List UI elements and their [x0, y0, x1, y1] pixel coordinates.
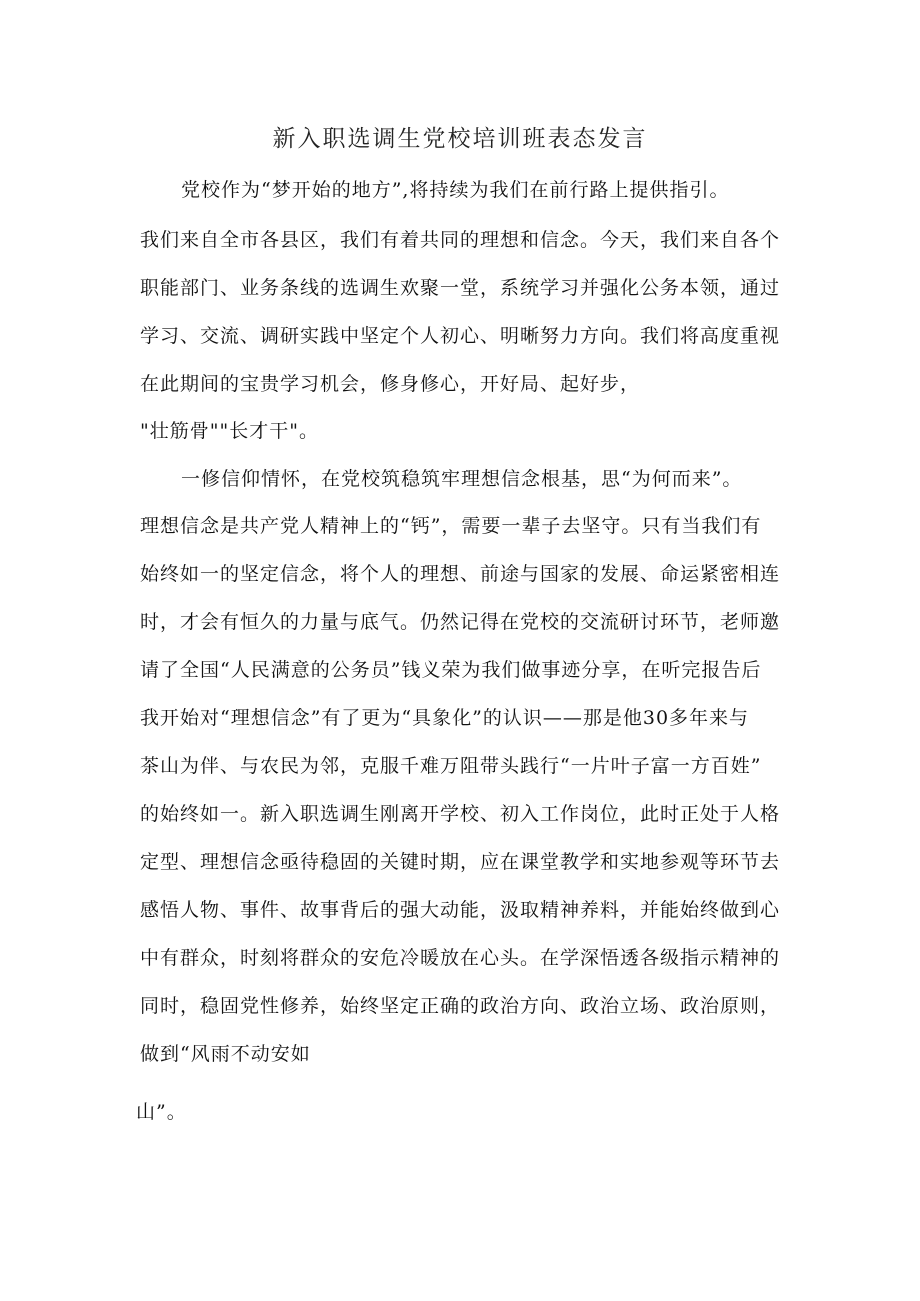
paragraph-line: 一修信仰情怀，在党校筑稳筑牢理想信念根基，思“为何而来”。: [181, 468, 743, 490]
paragraph-line: 同时，稳固党性修养，始终坚定正确的政治方向、政治立场、政治原则，: [140, 995, 781, 1017]
paragraph-line: 职能部门、业务条线的选调生欢聚一堂，系统学习并强化公务本领，通过: [140, 277, 781, 299]
paragraph-line: 始终如一的坚定信念，将个人的理想、前途与国家的发展、命运紧密相连: [140, 563, 781, 585]
paragraph-line: "壮筋骨""长才干"。: [140, 420, 319, 442]
paragraph-line: 我开始对“理想信念”有了更为“具象化”的认识——那是他30多年来与: [140, 707, 750, 729]
paragraph-line: 党校作为“梦开始的地方”,将持续为我们在前行路上提供指引。: [181, 179, 730, 201]
paragraph-line: 理想信念是共产党人精神上的“钙”，需要一辈子去坚守。只有当我们有: [140, 515, 762, 537]
paragraph-line: 感悟人物、事件、故事背后的强大动能，汲取精神养料，并能始终做到心: [140, 899, 781, 921]
document-title: 新入职选调生党校培训班表态发言: [272, 126, 648, 152]
paragraph-line: 我们来自全市各县区，我们有着共同的理想和信念。今天，我们来自各个: [140, 229, 781, 251]
paragraph-line: 请了全国“人民满意的公务员”钱义荣为我们做事迹分享，在听完报告后: [140, 659, 762, 681]
paragraph-line: 山”。: [136, 1101, 187, 1123]
paragraph-line: 茶山为伴、与农民为邻，克服千难万阻带头践行“一片叶子富一方百姓”: [140, 755, 762, 777]
paragraph-line: 中有群众，时刻将群众的安危冷暖放在心头。在学深悟透各级指示精神的: [140, 947, 781, 969]
paragraph-line: 做到“风雨不动安如: [140, 1043, 311, 1065]
paragraph-line: 在此期间的宝贵学习机会，修身修心，开好局、起好步，: [140, 373, 641, 395]
paragraph-line: 时，才会有恒久的力量与底气。仍然记得在党校的交流研讨环节，老师邀: [140, 611, 781, 633]
paragraph-line: 学习、交流、调研实践中坚定个人初心、明晰努力方向。我们将高度重视: [140, 325, 781, 347]
paragraph-line: 的始终如一。新入职选调生刚离开学校、初入工作岗位，此时正处于人格: [140, 803, 781, 825]
paragraph-line: 定型、理想信念亟待稳固的关键时期，应在课堂教学和实地参观等环节去: [140, 851, 781, 873]
